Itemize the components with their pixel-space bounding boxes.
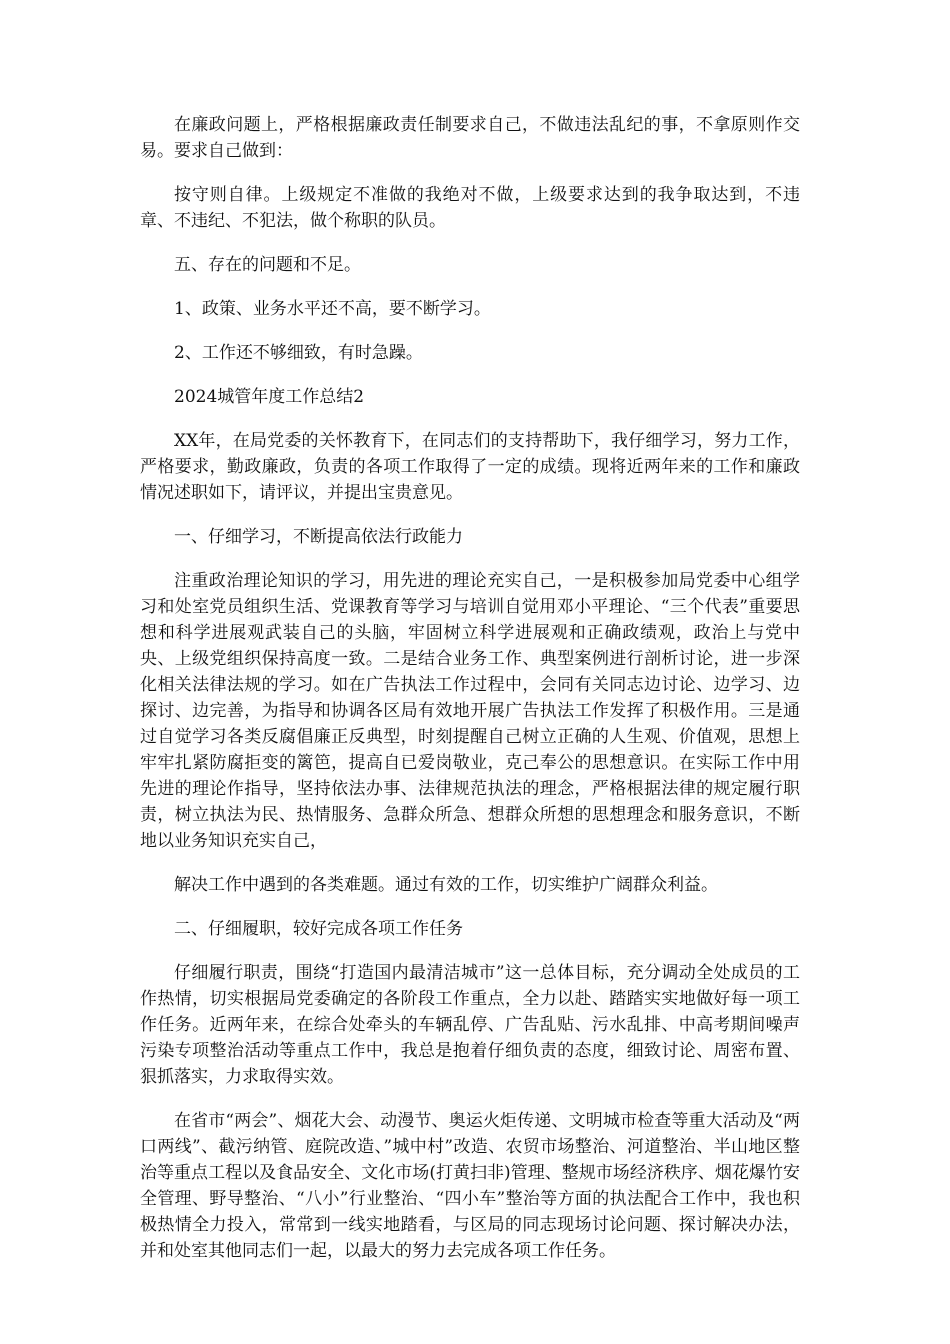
document-body — [140, 112, 800, 1282]
paragraph: 按守则自律。上级规定不准做的我绝对不做，上级要求达到的我争取达到，不违章、不违纪、不犯法，做个称职的队员。 — [140, 185, 800, 231]
paragraph: XX年，在局党委的关怀教育下，在同志们的支持帮助下，我仔细学习，努力工作，严格要求，勤政廉政，负责的各项工作取得了一定的成绩。现将近两年来的工作和廉政情况述职如下，请评议，并提出宝贵意见。 — [140, 431, 800, 503]
list-item: 1、政策、业务水平还不高，要不断学习。 — [174, 299, 491, 319]
paragraph: 在省市“两会”、烟花大会、动漫节、奥运火炬传递、文明城市检查等重大活动及“两口两线”、截污纳管、庭院改造、”城中村”改造、农贸市场整治、河道整治、半山地区整治等重点工程以及食品安全、文化市场(打黄扫非)管理、整规市场经济秩序、烟花爆竹安全管理、野导整治、“八小”行业整治、“四小车”整治等方面的执法配合工作中，我也积极热情全力投入，常常到一线实地踏看，与区局的同志现场讨论问题、探讨解决办法，并和处室其他同志们一起，以最大的努力去完成各项工作任务。 — [140, 1111, 800, 1261]
list-item: 2、工作还不够细致，有时急躁。 — [174, 343, 423, 363]
section-heading: 五、存在的问题和不足。 — [174, 255, 361, 275]
section-heading: 二、仔细履职，较好完成各项工作任务 — [174, 919, 463, 939]
document-title: 2024城管年度工作总结2 — [174, 387, 365, 407]
section-heading: 一、仔细学习，不断提高依法行政能力 — [174, 527, 463, 547]
paragraph: 注重政治理论知识的学习，用先进的理论充实自己，一是积极参加局党委中心组学习和处室党员组织生活、党课教育等学习与培训自觉用邓小平理论、“三个代表”重要思想和科学进展观武装自己的头脑，牢固树立科学进展观和正确政绩观，政治上与党中央、上级党组织保持高度一致。二是结合业务工作、典型案例进行剖析讨论，进一步深化相关法律法规的学习。如在广告执法工作过程中，会同有关同志边讨论、边学习、边探讨、边完善，为指导和协调各区局有效地开展广告执法工作发挥了积极作用。三是通过自觉学习各类反腐倡廉正反典型，时刻提醒自己树立正确的人生观、价值观，思想上牢牢扎紧防腐拒变的篱笆，提高自已爱岗敬业，克己奉公的思想意识。在实际工作中用先进的理论作指导，坚持依法办事、法律规范执法的理念，严格根据法律的规定履行职责，树立执法为民、热情服务、急群众所急、想群众所想的思想理念和服务意识，不断地以业务知识充实自己， — [140, 571, 800, 851]
paragraph: 在廉政问题上，严格根据廉政责任制要求自己，不做违法乱纪的事，不拿原则作交易。要求自己做到： — [140, 115, 800, 161]
paragraph: 解决工作中遇到的各类难题。通过有效的工作，切实维护广阔群众利益。 — [174, 875, 718, 895]
paragraph: 仔细履行职责，围绕“打造国内最清洁城市”这一总体目标，充分调动全处成员的工作热情，切实根据局党委确定的各阶段工作重点，全力以赴、踏踏实实地做好每一项工作任务。近两年来，在综合处牵头的车辆乱停、广告乱贴、污水乱排、中高考期间噪声污染专项整治活动等重点工作中，我总是抱着仔细负责的态度，细致讨论、周密布置、狠抓落实，力求取得实效。 — [140, 963, 800, 1087]
